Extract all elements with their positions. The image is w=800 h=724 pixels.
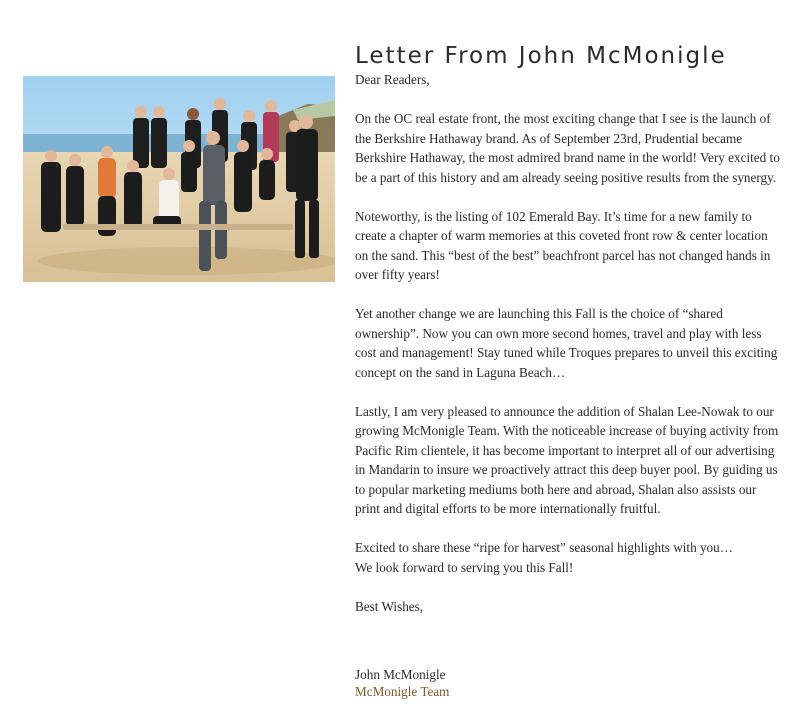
letter-body (355, 70, 780, 636)
letter-title: Letter From John McMonigle (355, 43, 727, 70)
paragraph-shared-ownership: Yet another change we are launching this Fall is the choice of “shared ownership”. Now you can own more second homes, travel and play with less cost and management! Stay tuned while Troques prepares to unveil this exciting concept on the sand in Laguna Beach… (355, 306, 778, 380)
signature-block (355, 666, 449, 700)
closing-line-2: We look forward to serving you this Fall! (355, 559, 574, 575)
sign-off: Best Wishes, (355, 598, 424, 614)
signer-team: McMonigle Team (355, 684, 450, 699)
paragraph-new-team-member: Lastly, I am very pleased to announce the addition of Shalan Lee-Nowak to our growing McMonigle Team. With the noticeable increase of buying activity from Pacific Rim clientele, it has become important to interpret all of our advertising in Mandarin to insure we proactively attract this deep buyer pool. By guiding us to popular marketing mediums both here and abroad, Shalan also assists our print and digital efforts to be more internationally fruitful. (355, 403, 779, 516)
closing-line-1: Excited to share these “ripe for harvest” seasonal highlights with you… (355, 540, 733, 555)
team-photo (23, 76, 335, 282)
greeting: Dear Readers, (355, 72, 430, 87)
paragraph-brand: On the OC real estate front, the most exciting change that I see is the launch of the Berkshire Hathaway brand. As of September 23rd, Prudential became Berkshire Hathaway, the most admired brand name in the world! Very excited to be a part of this history and am already seeing positive results from the synergy. (355, 111, 780, 185)
closing-paragraph (355, 538, 780, 577)
paragraph-listing: Noteworthy, is the listing of 102 Emerald Bay. It’s time for a new family to create a chapter of warm memories at this coveted front row & center location on the sand. This “best of the best” beachfront parcel has not changed hands in over fifty years! (355, 208, 771, 282)
signer-name: John McMonigle (355, 667, 446, 682)
